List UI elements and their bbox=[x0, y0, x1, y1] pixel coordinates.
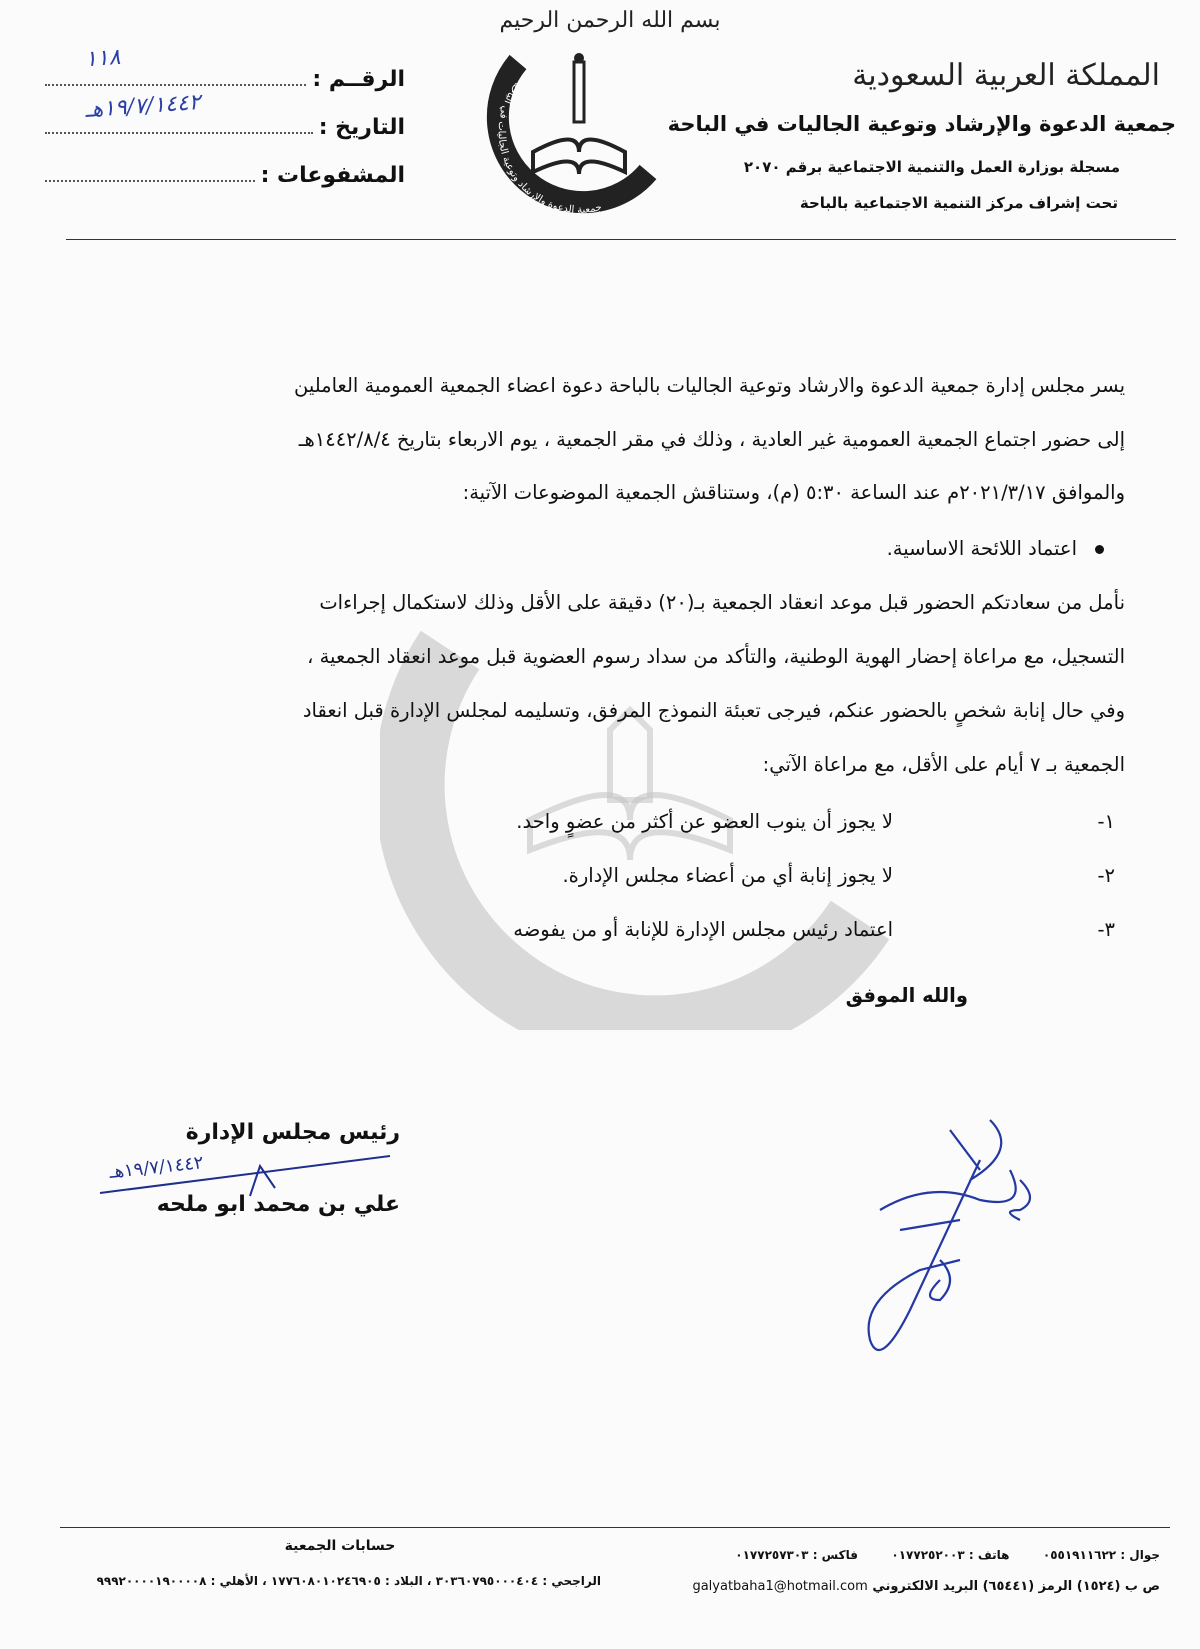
agenda-bullet bbox=[304, 537, 1104, 560]
accounts-title: حسابات الجمعية bbox=[284, 1538, 396, 1554]
signature-title: رئيس مجلس الإدارة bbox=[185, 1120, 400, 1145]
rule-number: ٢- bbox=[1097, 864, 1115, 887]
rule-item-2 bbox=[125, 864, 1125, 894]
rule-number: ٣- bbox=[1097, 918, 1115, 941]
header-divider bbox=[66, 239, 1176, 240]
paragraph-1-line-1: يسر مجلس إدارة جمعية الدعوة والارشاد وتوعية الجاليات بالباحة دعوة اعضاء الجمعية العمومية العاملين bbox=[293, 374, 1125, 397]
footer-divider bbox=[60, 1527, 1170, 1528]
rule-item-1 bbox=[125, 810, 1125, 840]
contact-numbers bbox=[660, 1548, 1160, 1562]
phone-label: هاتف : bbox=[968, 1548, 1010, 1562]
paragraph-2-line-1: نأمل من سعادتكم الحضور قبل موعد انعقاد الجمعية بـ(٢٠) دقيقة على الأقل وذلك لاستكمال إجراءات bbox=[319, 591, 1125, 614]
rule-number: ١- bbox=[1097, 810, 1115, 833]
registration-line: مسجلة بوزارة العمل والتنمية الاجتماعية برقم ٢٠٧٠ bbox=[743, 158, 1120, 176]
number-label: الرقــم : bbox=[312, 67, 405, 92]
bullet-dot-icon bbox=[1095, 545, 1104, 554]
organization-logo bbox=[478, 42, 678, 222]
attachments-label: المشفوعات : bbox=[260, 163, 405, 188]
mobile-number: ٠٥٥١٩١١٦٢٢ bbox=[1042, 1548, 1117, 1562]
paragraph-2-line-2: التسجيل، مع مراعاة إحضار الهوية الوطنية، والتأكد من سداد رسوم العضوية قبل موعد انعقاد الجمعية ، bbox=[307, 645, 1125, 668]
attachments-dotted-line bbox=[45, 162, 255, 182]
signature-handwritten-date: ١٩/٧/١٤٤٢هـ bbox=[108, 1152, 205, 1183]
logo-arc-text: جمعية الدعوة والإرشاد وتوعية الجاليات في الباحة bbox=[495, 80, 603, 216]
attachments-field bbox=[45, 162, 405, 194]
basmala: بسم الله الرحمن الرحيم bbox=[499, 8, 721, 33]
supervision-line: تحت إشراف مركز التنمية الاجتماعية بالباحة bbox=[799, 194, 1118, 212]
postal-address bbox=[630, 1579, 1160, 1594]
organization-name: جمعية الدعوة والإرشاد وتوعية الجاليات في الباحة bbox=[667, 112, 1176, 136]
agenda-item: اعتماد اللائحة الاساسية. bbox=[886, 537, 1077, 560]
mobile-label: جوال : bbox=[1120, 1548, 1160, 1562]
address-text: ص ب (١٥٢٤) الرمز (٦٥٤٤١) البريد الالكتروني bbox=[872, 1579, 1160, 1594]
date-label: التاريخ : bbox=[318, 115, 405, 140]
rule-text: اعتماد رئيس مجلس الإدارة للإنابة أو من يفوضه bbox=[513, 918, 893, 941]
number-dotted-line bbox=[45, 44, 306, 86]
fax-label: فاكس : bbox=[812, 1548, 858, 1562]
rule-text: لا يجوز أن ينوب العضو عن أكثر من عضوٍ واحد. bbox=[516, 810, 893, 833]
date-field bbox=[45, 89, 405, 146]
bank-accounts: الراجحي : ٣٠٣٦٠٧٩٥٠٠٠٤٠٤ ، البلاد : ١٧٧٦٠٨٠١٠٢٤٦٩٠٥ ، الأهلي : ٩٩٩٢٠٠٠٠١٩٠٠٠٠٨ bbox=[96, 1574, 601, 1588]
fax-number: ٠١٧٧٢٥٧٣٠٣ bbox=[735, 1548, 809, 1562]
kingdom-title: المملكة العربية السعودية bbox=[852, 58, 1160, 93]
email-address: galyatbaha1@hotmail.com bbox=[692, 1579, 868, 1594]
phone-number: ٠١٧٧٢٥٢٠٠٣ bbox=[891, 1548, 965, 1562]
signatory-name: علي بن محمد ابو ملحه bbox=[156, 1192, 400, 1217]
number-field bbox=[45, 44, 405, 98]
rule-text: لا يجوز إنابة أي من أعضاء مجلس الإدارة. bbox=[562, 864, 893, 887]
paragraph-2-line-3: وفي حال إنابة شخصٍ بالحضور عنكم، فيرجى تعبئة النموذج المرفق، وتسليمه لمجلس الإدارة قبل انعقاد bbox=[302, 699, 1125, 722]
number-handwritten: ١١٨ bbox=[84, 44, 122, 73]
date-handwritten: ١٩/٧/١٤٤٢هـ bbox=[84, 89, 202, 124]
rule-item-3 bbox=[125, 918, 1125, 948]
paragraph-1-line-3: والموافق ٢٠٢١/٣/١٧م عند الساعة ٥:٣٠ (م)، وستناقش الجمعية الموضوعات الآتية: bbox=[462, 481, 1125, 504]
date-dotted-line bbox=[45, 89, 313, 134]
handwritten-signature bbox=[840, 1110, 1100, 1370]
paragraph-2-line-4: الجمعية بـ ٧ أيام على الأقل، مع مراعاة الآتي: bbox=[762, 753, 1125, 776]
closing-line: والله الموفق bbox=[845, 984, 968, 1007]
paragraph-1-line-2: إلى حضور اجتماع الجمعية العمومية غير العادية ، وذلك في مقر الجمعية ، يوم الاربعاء بتاريخ ١٤٤٢/٨/٤هـ bbox=[298, 428, 1125, 451]
